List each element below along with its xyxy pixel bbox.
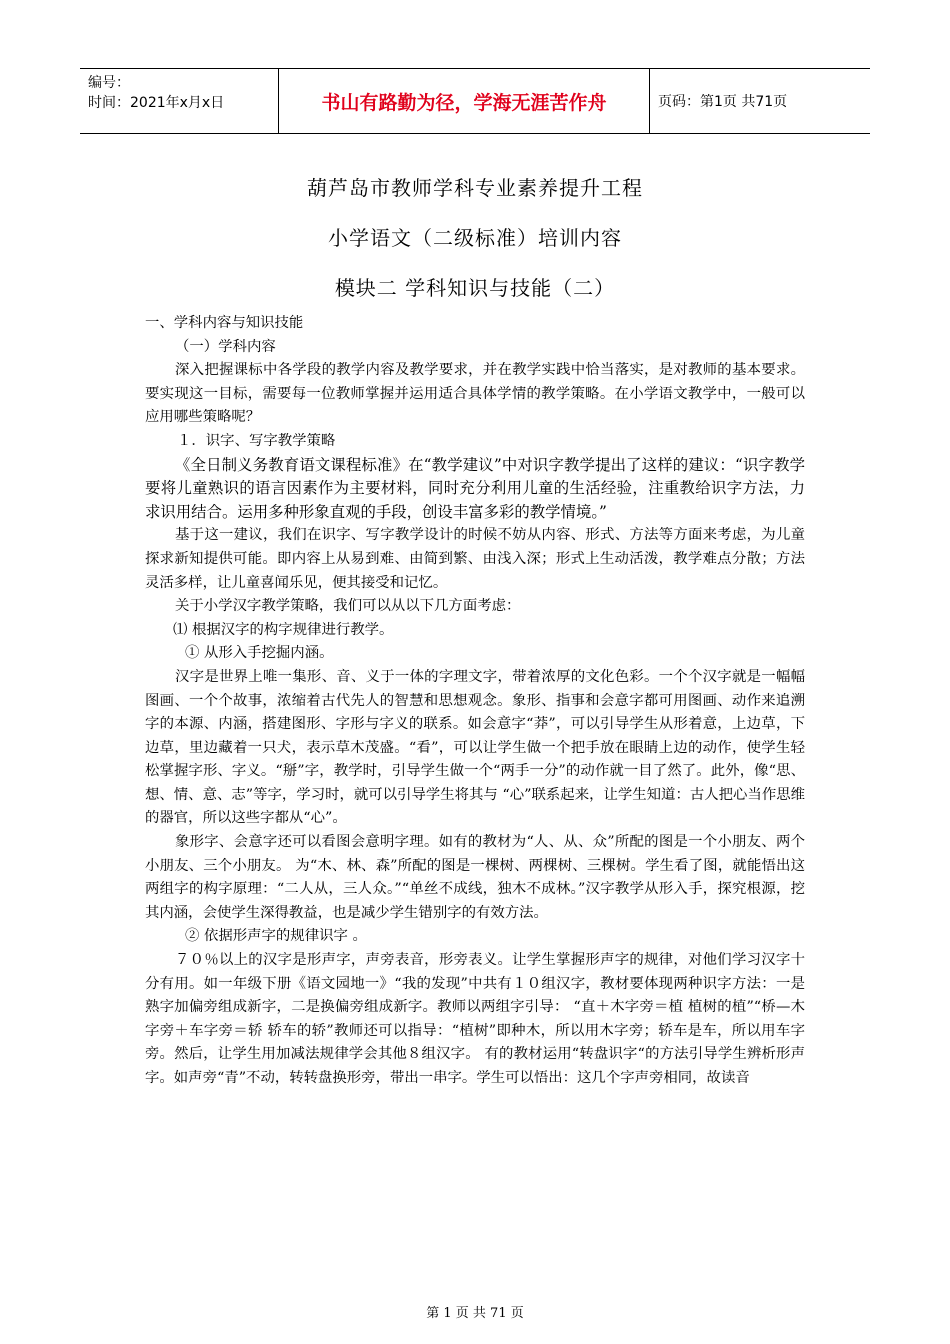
header-motto: 书山有路勤为径，学海无涯苦作舟	[278, 69, 650, 133]
header-meta	[80, 69, 278, 133]
page-footer: 第 1 页 共 71 页	[426, 1306, 524, 1321]
document-number-label: 编号：	[88, 75, 130, 91]
paragraph: 基于这一建议，我们在识字、写字教学设计的时候不妨从内容、形式、方法等方面来考虑，为儿童探求新知提供可能。即内容上从易到难、由简到繁、由浅入深；形式上生动活泼，教学难点分散；方法灵活多样，让儿童喜闻乐见，便其接受和记忆。	[145, 527, 805, 591]
paragraph: 汉字是世界上唯一集形、音、义于一体的字理文字，带着浓厚的文化色彩。一个个汉字就是一幅幅图画、一个个故事，浓缩着古代先人的智慧和思想观念。象形、指事和会意字都可用图画、动作来追溯字的本源、内涵，搭建图形、字形与字义的联系。如会意字“莽”，可以引导学生从形着意，上边草，下边草，里边藏着一只犬，表示草木茂盛。“看”，可以让学生做一个把手放在眼睛上边的动作，使学生轻松掌握字形、字义。“掰”字，教学时，引导学生做一个“两手一分”的动作就一目了然了。此外，像“思、想、情、意、志”等字，学习时，就可以引导学生将其与 “心”联系起来，让学生知道：古人把心当作思维的器官，所以这些字都从“心”。	[145, 668, 805, 827]
list-subheading: ② 依据形声字的规律识字 。	[185, 928, 367, 945]
page-header	[80, 68, 870, 134]
paragraph-quote: 《全日制义务教育语文课程标准》在“教学建议”中对识字教学提出了这样的建议：“识字教学要将儿童熟识的语言因素作为主要材料，同时充分利用儿童的生活经验，注重教给识字方法，力求识用结合。运用多种形象直观的手段，创设丰富多彩的教学情境。”	[145, 455, 805, 521]
document-subtitle: 小学语文（二级标准）培训内容	[328, 226, 622, 250]
paragraph: 深入把握课标中各学段的教学内容及教学要求，并在教学实践中恰当落实，是对教师的基本要求。要实现这一目标，需要每一位教师掌握并运用适合具体学情的教学策略。在小学语文教学中，一般可以应用哪些策略呢？	[145, 362, 805, 426]
paragraph: 关于小学汉字教学策略，我们可以从以下几方面考虑：	[175, 598, 521, 615]
list-subheading: ① 从形入手挖掘内涵。	[185, 645, 334, 662]
paragraph: ７０％以上的汉字是形声字，声旁表音，形旁表义。让学生掌握形声字的规律，对他们学习汉字十分有用。如一年级下册《语文园地一》“我的发现”中共有１０组汉字，教材要体现两种识字方法：一是熟字加偏旁组成新字，二是换偏旁组成新字。教师以两组字引导： “直＋木字旁＝植 植树的植”“桥—木字旁＋车字旁＝轿 轿车的轿”教师还可以指导：“植树”即种木，所以用木字旁；轿车是车，所以用车字旁。然后，让学生用加减法规律学会其他８组汉字。 有的教材运用“转盘识字“的方法引导学生辨析形声字。如声旁“青”不动，转转盘换形旁，带出一串字。学生可以悟出：这几个字声旁相同，故读音	[145, 952, 805, 1086]
document-date: 时间：2021年x月x日	[88, 95, 225, 111]
header-page-info: 页码：第1页 共71页	[658, 94, 788, 110]
section-heading: 一、学科内容与知识技能	[145, 315, 304, 331]
list-heading: ⑴ 根据汉字的构字规律进行教学。	[173, 621, 394, 638]
subsection-heading: （一）学科内容	[175, 338, 276, 355]
document-title: 葫芦岛市教师学科专业素养提升工程	[307, 176, 643, 200]
module-title: 模块二 学科知识与技能（二）	[334, 276, 616, 300]
document-body	[145, 312, 805, 1091]
paragraph: 象形字、会意字还可以看图会意明字理。如有的教材为“人、从、众”所配的图是一个小朋友、两个小朋友、三个小朋友。 为“木、林、森”所配的图是一棵树、两棵树、三棵树。学生看了图，就能悟出这两组字的构字原理：“二人从，三人众。”“单丝不成线，独木不成林。”汉字教学从形入手，探究根源，挖其内涵，会使学生深得教益，也是减少学生错别字的有效方法。	[145, 834, 805, 921]
topic-heading: １．识字、写字教学策略	[177, 432, 336, 449]
